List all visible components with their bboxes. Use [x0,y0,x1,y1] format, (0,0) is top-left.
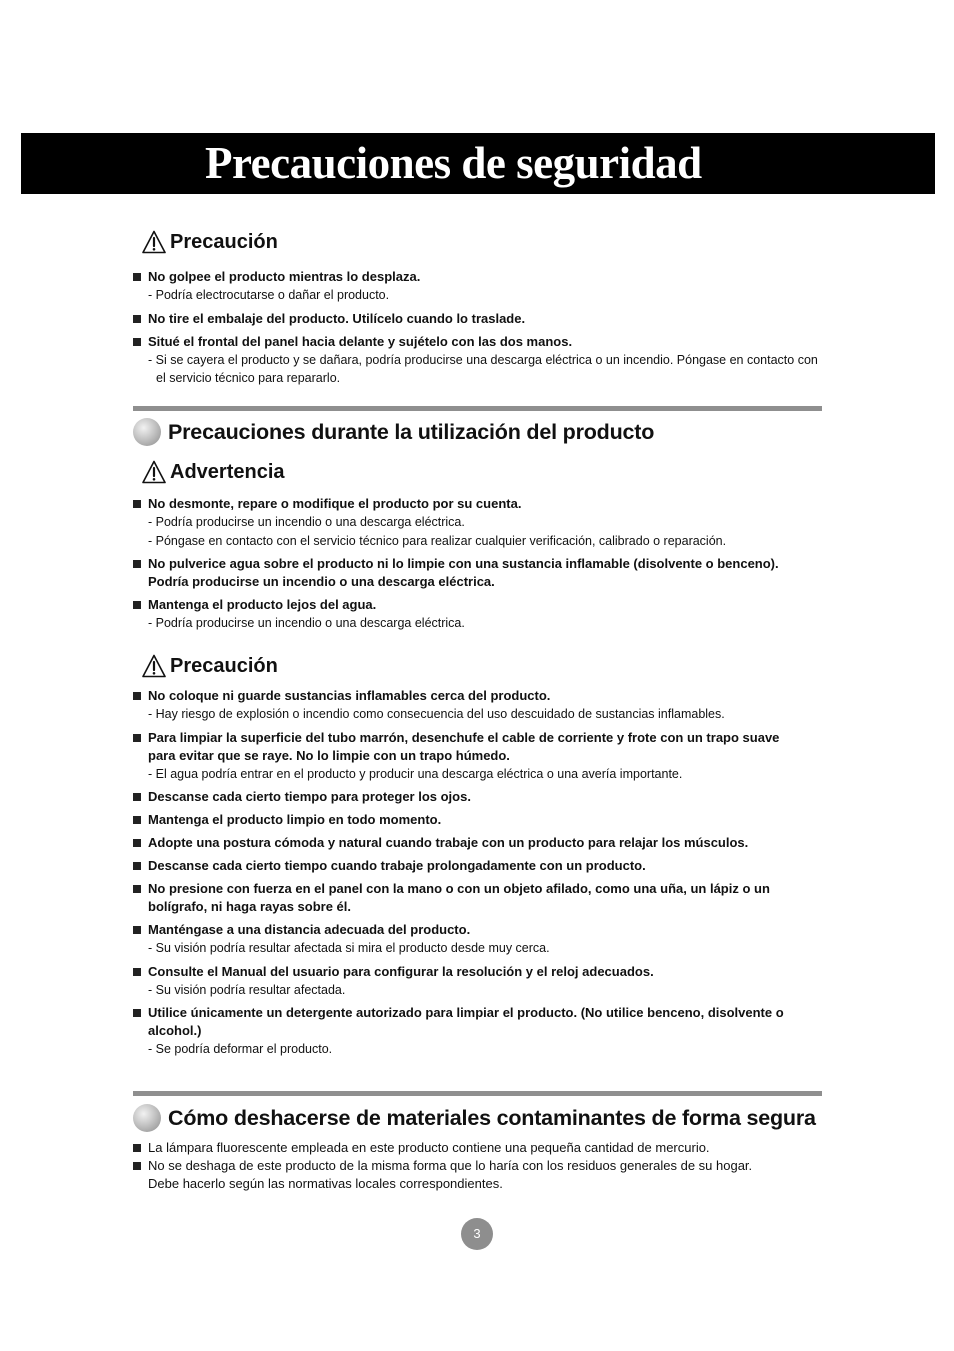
list-item [133,555,823,591]
list-item [133,333,823,388]
caution-label: Precaución [170,655,278,677]
item-heading: Mantenga el producto limpio en todo momento. [148,812,442,827]
item-heading: Consulte el Manual del usuario para configurar la resolución y el reloj adecuados. [148,963,654,979]
square-bullet-icon [133,1162,141,1170]
list-item [133,834,823,852]
square-bullet-icon [133,885,141,893]
list-item [133,788,823,806]
item-heading: No coloque ni guarde sustancias inflamables cerca del producto. [148,688,551,703]
square-bullet-icon [133,1144,141,1152]
section-bullet-icon [133,418,161,446]
list-item [133,495,823,550]
title-banner [21,133,935,194]
item-detail: - Si se cayera el producto y se dañara, podría producirse una descarga eléctrica o un incendio. Póngase en contacto con el servicio técnico para repararlo. [148,352,818,385]
page-title: Precauciones de seguridad [205,138,702,188]
square-bullet-icon [133,601,141,609]
list-item [133,596,823,633]
item-detail: - Hay riesgo de explosión o incendio como consecuencia del uso descuidado de sustancias inflamables. [148,707,725,721]
item-heading: No golpee el producto mientras lo desplaza. [148,269,421,284]
item-heading: Adopte una postura cómoda y natural cuando trabaje con un producto para relajar los músculos. [148,835,749,850]
item-heading: No pulverice agua sobre el producto ni lo limpie con una sustancia inflamable (disolvente o benceno). Podría producirse un incendio o una descarga eléctrica. [148,556,779,589]
item-heading: No presione con fuerza en el panel con la mano o con un objeto afilado, como una uña, un lápiz o un bolígrafo, ni haga rayas sobre él. [148,881,770,914]
item-heading: Para limpiar la superficie del tubo marrón, desenchufe el cable de corriente y frote con un trapo suave para evitar que se raye. No lo limpie con un trapo húmedo. [148,729,780,763]
item-heading: No tire el embalaje del producto. Utilícelo cuando lo traslade. [148,310,526,326]
item-detail: - Podría producirse un incendio o una descarga eléctrica. [148,515,465,529]
warning-list [133,495,823,638]
list-item [133,687,823,724]
disposal-section-title: Cómo deshacerse de materiales contaminantes de forma segura [168,1106,816,1130]
item-heading: Descanse cada cierto tiempo para proteger los ojos. [148,789,471,804]
list-item [133,310,823,328]
list-item [133,1004,823,1059]
item-detail: - Su visión podría resultar afectada. [148,982,346,997]
square-bullet-icon [133,560,141,568]
section-bullet-icon [133,1104,161,1132]
square-bullet-icon [133,273,141,281]
list-item [133,1139,823,1157]
list-item [133,268,823,305]
square-bullet-icon [133,734,141,742]
warning-triangle-icon [142,460,166,484]
square-bullet-icon [133,926,141,934]
disposal-section-heading [133,1104,816,1132]
caution-heading-top [142,229,278,255]
page-number: 3 [461,1218,493,1250]
item-detail: - Podría electrocutarse o dañar el producto. [148,288,390,302]
square-bullet-icon [133,500,141,508]
list-item [133,857,823,875]
square-bullet-icon [133,862,141,870]
warning-triangle-icon [142,654,166,678]
caution-heading-usage [142,653,278,679]
section-divider [133,406,822,411]
item-heading: Descanse cada cierto tiempo cuando trabaje prolongadamente con un producto. [148,858,646,873]
item-detail: - Póngase en contacto con el servicio técnico para realizar cualquier verificación, calibrado o reparación. [148,533,727,548]
disposal-list [133,1139,823,1193]
square-bullet-icon [133,968,141,976]
list-item [133,921,823,958]
item-detail: - Su visión podría resultar afectada si mira el producto desde muy cerca. [148,941,550,955]
square-bullet-icon [133,692,141,700]
warning-label: Advertencia [170,461,285,483]
item-heading: Utilice únicamente un detergente autorizado para limpiar el producto. (No utilice benceno, disolvente o alcohol.) [148,1005,784,1038]
item-heading: Situé el frontal del panel hacia delante y sujételo con las dos manos. [148,333,573,349]
square-bullet-icon [133,816,141,824]
item-heading: Mantenga el producto lejos del agua. [148,597,377,612]
caution-label: Precaución [170,231,278,253]
item-heading: No se deshaga de este producto de la misma forma que lo haría con los residuos generales de su hogar. Debe hacerlo según las normativas locales correspondientes. [148,1158,753,1191]
item-detail: - Se podría deformar el producto. [148,1042,333,1056]
item-heading: La lámpara fluorescente empleada en este producto contiene una pequeña cantidad de mercurio. [148,1140,710,1155]
square-bullet-icon [133,338,141,346]
usage-section-title: Precauciones durante la utilización del producto [168,420,655,444]
warning-heading [142,459,285,485]
list-item [133,880,823,916]
item-detail: - Podría producirse un incendio o una descarga eléctrica. [148,616,465,630]
square-bullet-icon [133,839,141,847]
item-detail: - El agua podría entrar en el producto y producir una descarga eléctrica o una avería importante. [148,766,683,781]
list-item [133,1157,823,1193]
warning-triangle-icon [142,230,166,254]
list-item [133,963,823,1000]
square-bullet-icon [133,315,141,323]
usage-caution-list [133,687,823,1064]
list-item [133,729,823,784]
square-bullet-icon [133,1009,141,1017]
list-item [133,811,823,829]
usage-section-heading [133,418,654,446]
section-divider [133,1091,822,1096]
item-heading: Manténgase a una distancia adecuada del producto. [148,922,471,937]
square-bullet-icon [133,793,141,801]
item-heading: No desmonte, repare o modifique el producto por su cuenta. [148,496,522,511]
top-caution-list [133,268,823,393]
